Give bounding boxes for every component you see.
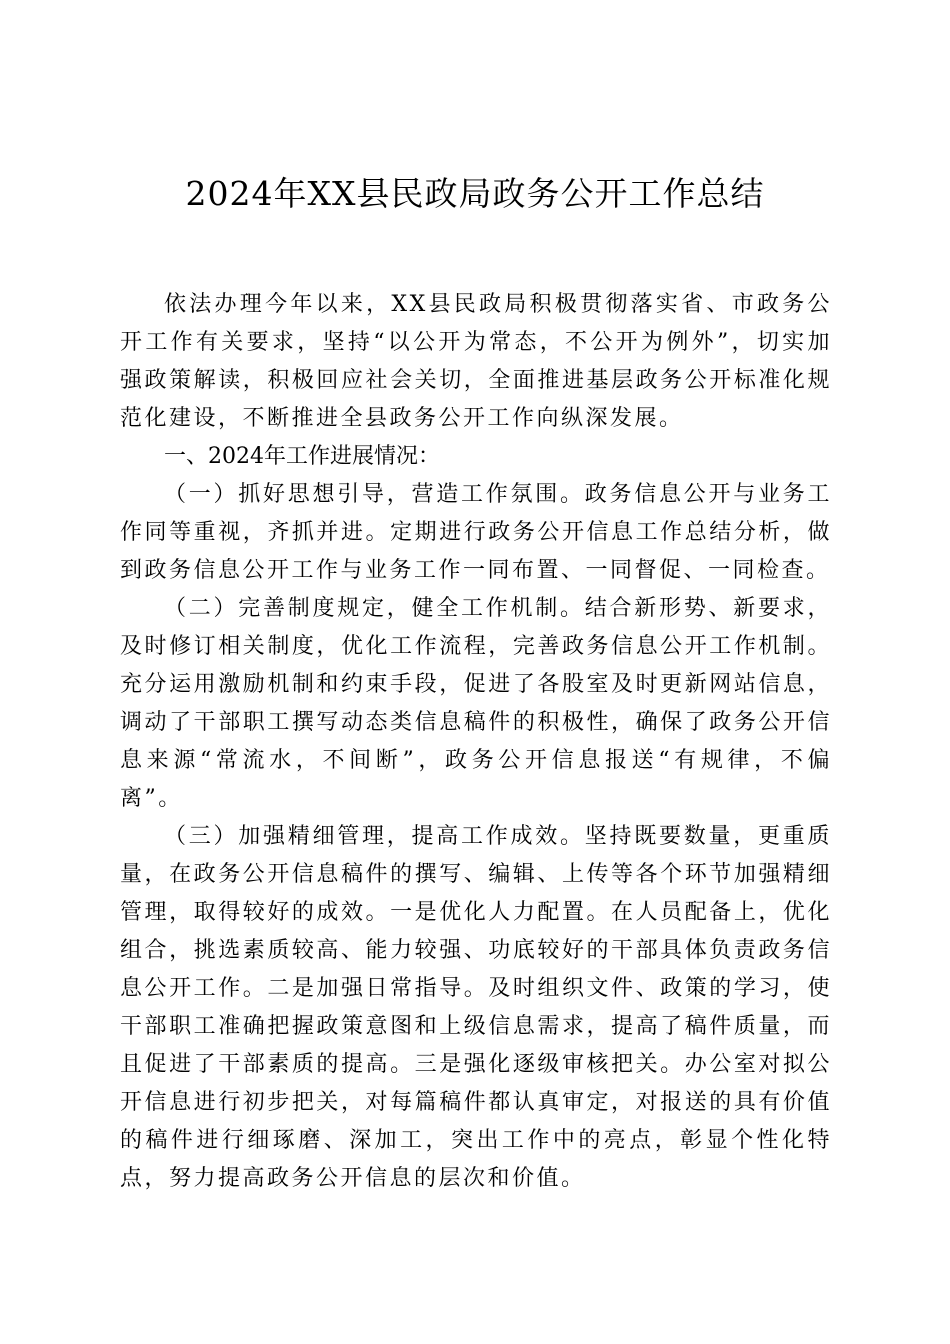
- subsection-paragraph-2: （二）完善制度规定，健全工作机制。结合新形势、新要求，及时修订相关制度，优化工作流程，完善政务信息公开工作机制。充分运用激励机制和约束手段，促进了各股室及时更新网站信息，调动了干部职工撰写动态类信息稿件的积极性，确保了政务公开信息来源“常流水，不间断”，政务公开信息报送“有规律，不偏离”。: [120, 596, 832, 811]
- intro-paragraph: 依法办理今年以来，XX县民政局积极贯彻落实省、市政务公开工作有关要求，坚持“以公开为常态，不公开为例外”，切实加强政策解读，积极回应社会关切，全面推进基层政务公开标准化规范化建设，不断推进全县政务公开工作向纵深发展。: [120, 292, 832, 431]
- subsection-paragraph-3: （三）加强精细管理，提高工作成效。坚持既要数量，更重质量，在政务公开信息稿件的撰写、编辑、上传等各个环节加强精细管理，取得较好的成效。一是优化人力配置。在人员配备上，优化组合，挑选素质较高、能力较强、功底较好的干部具体负责政务信息公开工作。二是加强日常指导。及时组织文件、政策的学习，使干部职工准确把握政策意图和上级信息需求，提高了稿件质量，而且促进了干部素质的提高。三是强化逐级审核把关。办公室对拟公开信息进行初步把关，对每篇稿件都认真审定，对报送的具有价值的稿件进行细琢磨、深加工，突出工作中的亮点，彰显个性化特点，努力提高政务公开信息的层次和价值。: [120, 824, 832, 1191]
- document-title: 2024年XX县民政局政务公开工作总结: [185, 174, 765, 213]
- section-heading-progress: 一、2024年工作进展情况：: [164, 444, 440, 469]
- document-body: [120, 286, 832, 1198]
- subsection-paragraph-1: （一）抓好思想引导，营造工作氛围。政务信息公开与业务工作同等重视，齐抓并进。定期进行政务公开信息工作总结分析，做到政务信息公开工作与业务工作一同布置、一同督促、一同检查。: [120, 482, 832, 583]
